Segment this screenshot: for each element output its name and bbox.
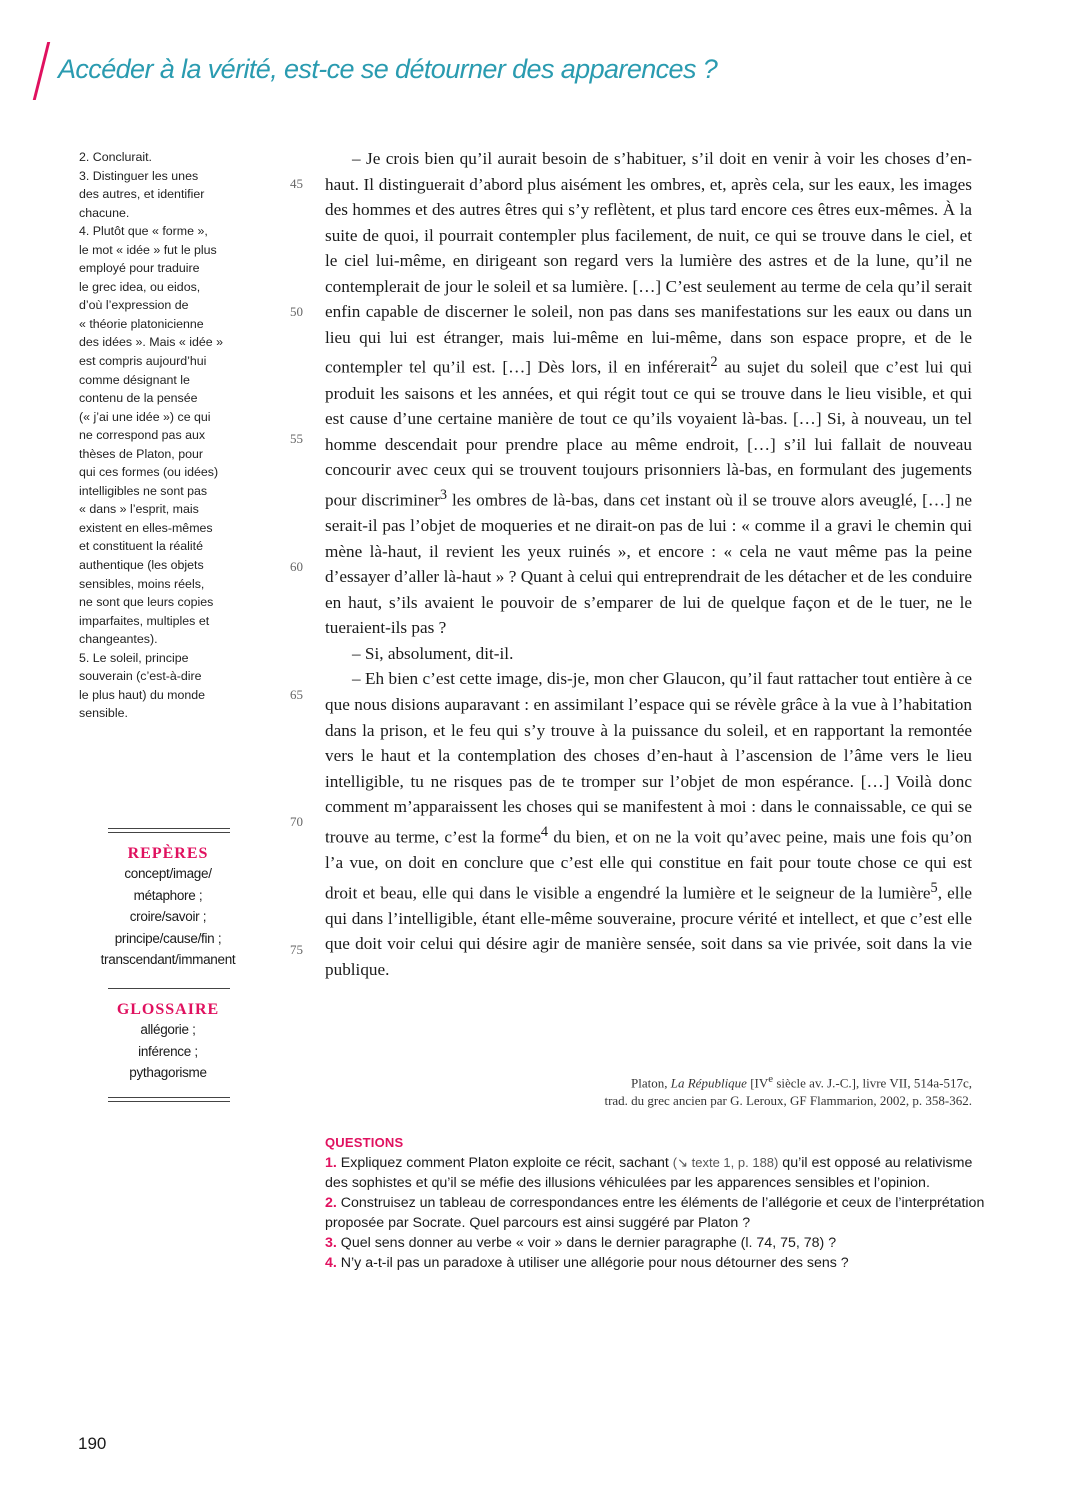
note-line: qui ces formes (ou idées) <box>79 465 219 480</box>
divider <box>108 1097 230 1098</box>
divider <box>108 1101 230 1102</box>
source-text: siècle av. J.-C.], livre VII, 514a-517c, <box>773 1075 972 1091</box>
glossaire-line: pythagorisme <box>129 1065 207 1080</box>
note-line: (« j’ai une idée ») ce qui <box>79 409 211 424</box>
line-number: 45 <box>290 176 303 191</box>
line-number: 75 <box>290 942 303 957</box>
line-number: 60 <box>290 559 303 574</box>
paragraph <box>325 146 972 641</box>
source-citation <box>412 1070 972 1110</box>
glossaire-line: inférence ; <box>138 1043 198 1059</box>
question-item <box>325 1193 985 1233</box>
footnote-ref: 4 <box>540 823 549 840</box>
source-work: La République <box>670 1075 747 1091</box>
cross-reference-link[interactable]: (↘ texte 1, p. 188) <box>672 1155 779 1170</box>
line-number: 50 <box>290 304 303 319</box>
note-line: 3. Distinguer les unes <box>79 168 199 183</box>
question-item <box>325 1153 985 1193</box>
footnote-ref: 2 <box>710 354 718 371</box>
line-number: 55 <box>290 431 303 446</box>
question-number: 4. <box>325 1255 337 1271</box>
question-text: Expliquez comment Platon exploite ce récit, sachant <box>336 1155 673 1171</box>
note-line: comme désignant le <box>79 372 190 387</box>
question-text: Quel sens donner au verbe « voir » dans le dernier paragraphe (l. 74, 75, 78) ? <box>336 1235 837 1251</box>
reperes-title: REPÈRES <box>127 845 209 862</box>
note-line: 2. Conclurait. <box>79 150 153 164</box>
note-line: intelligibles ne sont pas <box>79 483 208 498</box>
note-line: changeantes). <box>79 632 158 647</box>
question-number: 3. <box>325 1235 337 1251</box>
margin-notes <box>79 148 239 723</box>
source-century: IV <box>754 1075 769 1091</box>
note-line: le grec idea, ou eidos, <box>79 279 201 294</box>
note-line: ne sont que leurs copies <box>79 595 214 610</box>
source-author: Platon, <box>631 1075 671 1091</box>
divider <box>108 988 230 989</box>
footnote-ref: 5 <box>930 879 938 896</box>
note-line: chacune. <box>79 205 130 220</box>
reperes-line: concept/image/ <box>124 866 212 881</box>
note-line: thèses de Platon, pour <box>79 446 203 461</box>
source-line: trad. du grec ancien par G. Leroux, GF Flammarion, 2002, p. 358-362. <box>604 1093 972 1109</box>
reperes-line: croire/savoir ; <box>129 909 207 924</box>
reperes-box <box>78 845 258 971</box>
reperes-line: métaphore ; <box>133 887 203 903</box>
reperes-line: transcendant/immanent <box>100 952 236 967</box>
text-run: , elle qui dans l’intelligible, étant elle-même souveraine, procure vérité et intellect, et que c’est elle que doit voir celui qui désire agir de manière sensée, soit dans sa vie privée, soit dans la vie publique. <box>325 883 972 979</box>
source-line <box>412 1070 972 1092</box>
question-text: Construisez un tableau de correspondances entre les éléments de l’allégorie et ceux de l’interprétation proposée par Socrate. Quel parcours est ainsi suggéré par Platon ? <box>325 1195 985 1231</box>
glossaire-box <box>78 1001 258 1084</box>
header-slash <box>33 42 50 100</box>
note-line: sensible. <box>79 706 128 721</box>
questions-section <box>325 1133 985 1273</box>
text-run: du bien, et on ne la voit qu’avec peine, mais une fois qu’on l’a vue, on doit en conclure que c’est elle qui constitue en fait pour toute chose ce qui est droit et beau, elle qui dans le visible a engendré la lumière et le seigneur de la lumière <box>325 827 972 903</box>
questions-title: QUESTIONS <box>325 1135 404 1150</box>
note-line: « dans » l’esprit, mais <box>79 502 199 517</box>
question-item <box>325 1253 985 1273</box>
text-run: au sujet du soleil que c’est lui qui produit les saisons et les années, et qui régit tout ce qui se trouve dans le lieu visible, et qui est cause d’une certaine manière de tout ce qu’ils voyaient là-bas. […] Si, à nouveau, un tel homme descendait pour prendre place au même endroit, […] s’il lui fallait de nouveau concourir avec ceux qui se trouvent toujours prisonniers là-bas, en formulant des jugements pour discriminer <box>325 358 972 510</box>
divider <box>108 832 230 833</box>
text-run: – Eh bien c’est cette image, dis-je, mon cher Glaucon, qu’il faut rattacher tout entière à ce que nous disions auparavant : en assimilant l’espace qui se révèle grâce à la vue à l’habitation dans la prison, et le feu qui s’y trouve à la puissance du soleil, et en rapportant la remontée vers le haut et la contemplation des choses d’en-haut à l’ascension de l’âme vers le lieu intelligible, tu ne risques pas de te tromper sur l’objet de mon espérance. […] Voilà donc comment m’apparaissent les choses qui se manifestent à moi : dans le connaissable, ce qui se trouve au terme, c’est la forme <box>325 669 972 847</box>
line-number: 65 <box>290 687 303 702</box>
divider <box>108 828 230 829</box>
note-line: authentique (les objets <box>79 558 204 573</box>
question-text: N’y a-t-il pas un paradoxe à utiliser une allégorie pour nous détourner des sens ? <box>336 1255 849 1271</box>
main-text <box>325 146 972 982</box>
note-line: contenu de la pensée <box>79 391 198 406</box>
glossaire-title: GLOSSAIRE <box>116 1001 220 1018</box>
source-century-sup: e <box>768 1073 774 1085</box>
note-line: employé pour traduire <box>79 261 200 276</box>
source-text: [ <box>746 1075 755 1091</box>
text-run: les ombres de là-bas, dans cet instant où il se trouve alors aveuglé, […] ne serait-il pas l’objet de moqueries et ne dirait-on pas de lui : « comme il a gravi le chemin qui mène là-haut, il revient les yeux ruinés », et encore : « cela ne vaut même pas la peine d’essayer d’aller là-haut » ? Quant à celui qui entreprendrait de les détacher et de les conduire en haut, s’ils avaient le pouvoir de s’emparer de lui de quelque façon et de le tuer, ne le tueraient-ils pas ? <box>325 490 972 638</box>
note-line: sensibles, moins réels, <box>79 576 205 591</box>
line-number: 70 <box>290 814 303 829</box>
text-run: – Je crois bien qu’il aurait besoin de s’habituer, s’il doit en venir à voir les choses d’en-haut. Il distinguerait d’abord plus aisément les ombres, et, après cela, sur les eaux, les images des hommes et des autres êtres qui s’y reflètent, et plus tard encore ces êtres eux-mêmes. À la suite de quoi, il pourrait contempler plus facilement, de nuit, ce qui se trouve dans le ciel, et le ciel lui-même, en dirigeant son regard vers la lumière des astres et de la lune, qu’il ne contemplerait de jour le soleil et sa lumière. […] C’est seulement au terme de cela qu’il serait enfin capable de discerner le soleil, non pas dans ses manifestations sur les eaux ou dans un lieu qui lui est étranger, mais lui-même en lui-même, dans son espace propre, et de le contempler tel qu’il est. […] Dès lors, il en inférerait <box>325 149 972 378</box>
paragraph <box>325 666 972 982</box>
note-line: imparfaites, multiples et <box>79 613 210 628</box>
question-number: 2. <box>325 1195 337 1211</box>
note-line: « théorie platonicienne <box>79 316 204 331</box>
reperes-line: principe/cause/fin ; <box>114 930 222 946</box>
paragraph: – Si, absolument, dit-il. <box>352 643 514 663</box>
note-line: souverain (c’est-à-dire <box>79 669 202 684</box>
note-line: des idées ». Mais « idée » <box>79 335 223 350</box>
question-number: 1. <box>325 1155 337 1171</box>
note-line: le mot « idée » fut le plus <box>79 242 217 257</box>
note-line: le plus haut) du monde <box>79 687 206 702</box>
page-number: 190 <box>78 1434 107 1453</box>
question-text: qu’il est opposé au relativisme des sophistes et qu’il se méfie des illusions véhiculées par les apparences sensibles et l’opinion. <box>325 1155 973 1191</box>
note-line: ne correspond pas aux <box>79 428 206 443</box>
note-line: et constituent la réalité <box>79 539 203 554</box>
question-item <box>325 1233 985 1253</box>
note-line: 4. Plutôt que « forme », <box>79 224 208 239</box>
note-line: des autres, et identifier <box>79 187 205 202</box>
note-line: d’où l’expression de <box>79 298 189 313</box>
note-line: existent en elles-mêmes <box>79 520 213 535</box>
glossaire-line: allégorie ; <box>140 1022 196 1037</box>
page-title: Accéder à la vérité, est-ce se détourner des apparences ? <box>58 54 718 84</box>
note-line: est compris aujourd’hui <box>79 354 207 369</box>
footnote-ref: 3 <box>439 486 447 503</box>
note-line: 5. Le soleil, principe <box>79 650 189 665</box>
